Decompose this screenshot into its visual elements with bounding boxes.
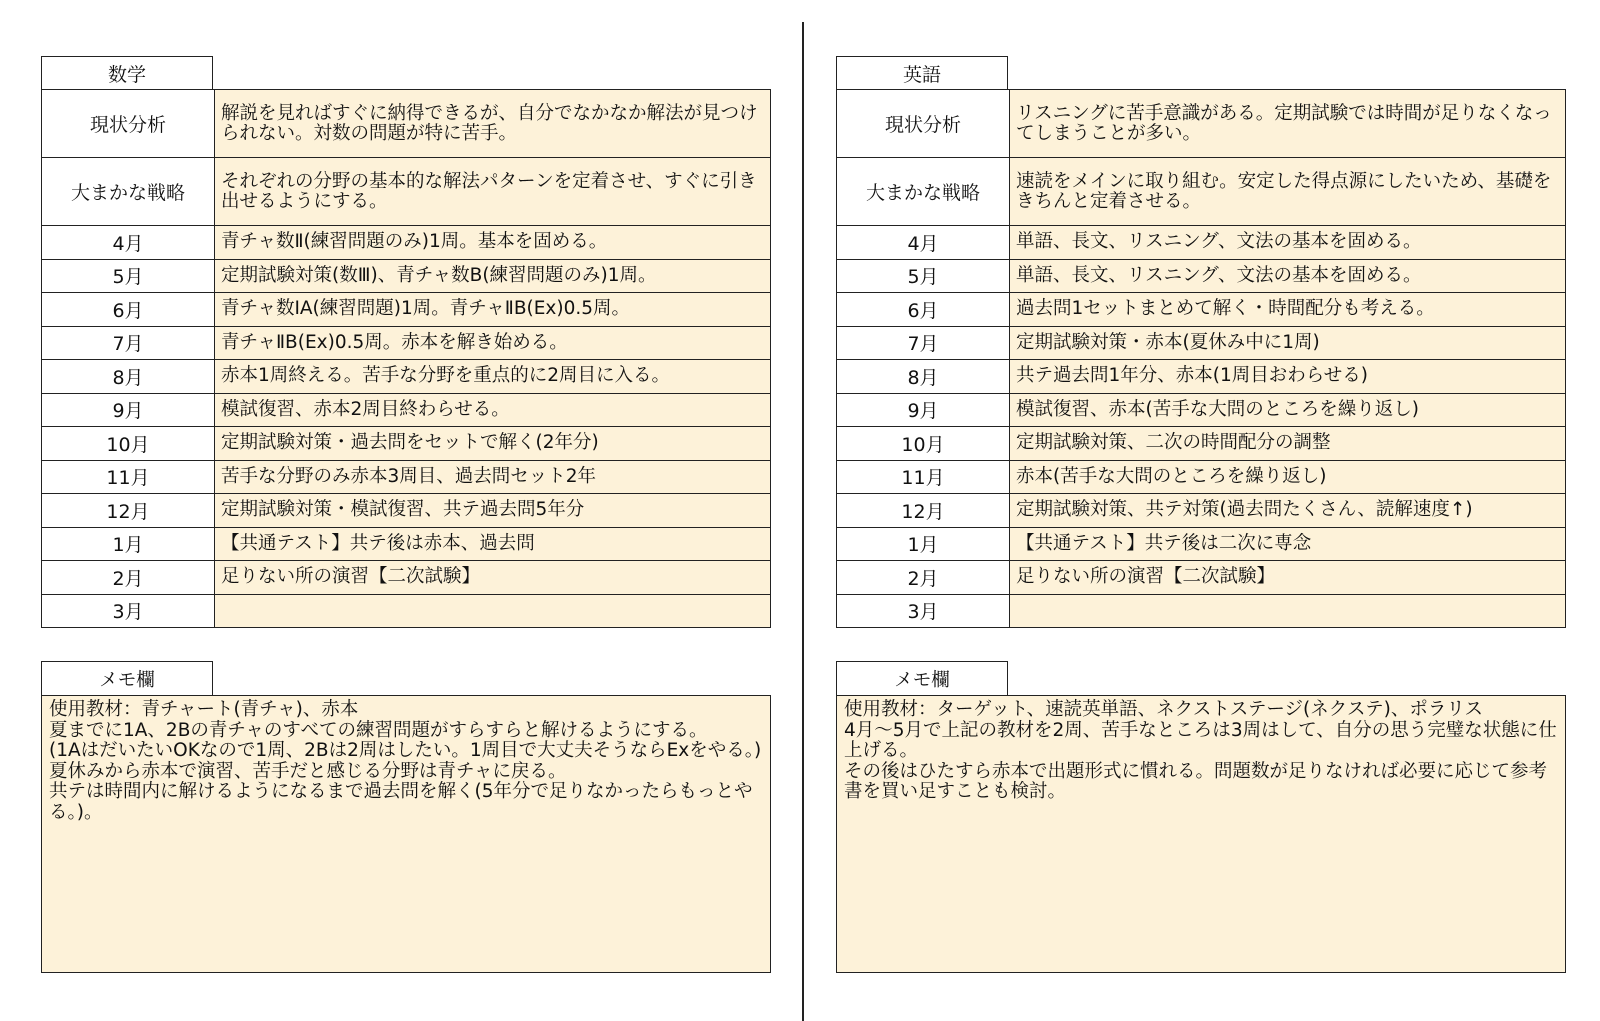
month-row [837, 360, 1566, 394]
status-row [42, 90, 771, 158]
memo-line: 夏までに1A、2Bの青チャのすべての練習問題がすらすらと解けるようにする。 [49, 719, 708, 741]
month-row [837, 527, 1566, 561]
strategy-label: 大まかな戦略 [42, 158, 215, 226]
month-plan: 単語、長文、リスニング、文法の基本を固める。 [1010, 226, 1566, 260]
month-label: 4月 [42, 226, 215, 260]
month-row [42, 527, 771, 561]
math-memo [41, 661, 771, 973]
month-row [42, 594, 771, 628]
month-plan: 足りない所の演習【二次試験】 [215, 561, 771, 595]
month-row [42, 226, 771, 260]
month-plan [215, 594, 771, 628]
status-text: リスニングに苦手意識がある。定期試験では時間が足りなくなってしまうことが多い。 [1010, 90, 1566, 158]
status-label: 現状分析 [42, 90, 215, 158]
month-row [42, 293, 771, 327]
month-label: 9月 [837, 393, 1010, 427]
memo-box [836, 695, 1566, 973]
memo-line: (1AはだいたいOKなので1周、2Bは2周はしたい。1周目で大丈夫そうならExをやる。) [49, 740, 762, 761]
memo-box [41, 695, 771, 973]
status-label: 現状分析 [837, 90, 1010, 158]
status-text: 解説を見ればすぐに納得できるが、自分でなかなか解法が見つけられない。対数の問題が特に苦手。 [215, 90, 771, 158]
strategy-label: 大まかな戦略 [837, 158, 1010, 226]
month-label: 4月 [837, 226, 1010, 260]
month-row [42, 393, 771, 427]
month-plan: 模試復習、赤本2周目終わらせる。 [215, 393, 771, 427]
month-plan: 【共通テスト】共テ後は二次に専念 [1010, 527, 1566, 561]
month-row [837, 226, 1566, 260]
math-subject-header: 数学 [41, 56, 213, 89]
strategy-row [837, 158, 1566, 226]
month-plan: 足りない所の演習【二次試験】 [1010, 561, 1566, 595]
memo-label: メモ欄 [41, 661, 213, 695]
month-row [42, 360, 771, 394]
month-plan: 過去問1セットまとめて解く・時間配分も考える。 [1010, 293, 1566, 327]
month-row [837, 259, 1566, 293]
memo-line: 使用教材：ターゲット、速読英単語、ネクストステージ(ネクステ)、ポラリス [844, 699, 1483, 720]
month-row [837, 494, 1566, 528]
math-panel [41, 56, 771, 973]
month-label: 6月 [42, 293, 215, 327]
month-plan: 定期試験対策、共テ対策(過去問たくさん、読解速度↑) [1010, 494, 1566, 528]
month-label: 9月 [42, 393, 215, 427]
month-row [42, 326, 771, 360]
month-plan: 【共通テスト】共テ後は赤本、過去問 [215, 527, 771, 561]
strategy-text: それぞれの分野の基本的な解法パターンを定着させ、すぐに引き出せるようにする。 [215, 158, 771, 226]
month-label: 10月 [837, 427, 1010, 461]
month-plan: 赤本1周終える。苦手な分野を重点的に2周目に入る。 [215, 360, 771, 394]
month-label: 5月 [837, 259, 1010, 293]
strategy-row [42, 158, 771, 226]
month-label: 1月 [837, 527, 1010, 561]
month-label: 6月 [837, 293, 1010, 327]
month-plan: 共テ過去問1年分、赤本(1周目おわらせる) [1010, 360, 1566, 394]
month-row [837, 561, 1566, 595]
month-label: 8月 [42, 360, 215, 394]
month-label: 11月 [837, 460, 1010, 494]
memo-line: 使用教材：青チャート(青チャ)、赤本 [49, 699, 359, 720]
month-plan: 定期試験対策・模試復習、共テ過去問5年分 [215, 494, 771, 528]
math-plan-table [41, 89, 771, 628]
month-label: 12月 [42, 494, 215, 528]
memo-line: 4月～5月で上記の教材を2周、苦手なところは3周はして、自分の思う完璧な状態に仕上げる。 [844, 719, 1557, 761]
memo-line: 共テは時間内に解けるようになるまで過去問を解く(5年分で足りなかったらもっとやる。)。 [49, 781, 753, 823]
month-row [837, 594, 1566, 628]
center-divider [802, 22, 804, 1021]
month-plan: 苦手な分野のみ赤本3周目、過去問セット2年 [215, 460, 771, 494]
english-subject-header: 英語 [836, 56, 1008, 89]
month-label: 12月 [837, 494, 1010, 528]
english-panel [836, 56, 1566, 973]
month-label: 2月 [837, 561, 1010, 595]
month-row [42, 460, 771, 494]
month-label: 3月 [837, 594, 1010, 628]
month-plan: 定期試験対策・赤本(夏休み中に1周) [1010, 326, 1566, 360]
status-row [837, 90, 1566, 158]
month-row [837, 427, 1566, 461]
month-plan: 定期試験対策(数Ⅲ)、青チャ数B(練習問題のみ)1周。 [215, 259, 771, 293]
month-row [837, 393, 1566, 427]
month-label: 8月 [837, 360, 1010, 394]
english-plan-table [836, 89, 1566, 628]
month-label: 1月 [42, 527, 215, 561]
month-label: 3月 [42, 594, 215, 628]
month-plan: 定期試験対策・過去問をセットで解く(2年分) [215, 427, 771, 461]
month-plan: 定期試験対策、二次の時間配分の調整 [1010, 427, 1566, 461]
month-row [837, 460, 1566, 494]
memo-line: その後はひたすら赤本で出題形式に慣れる。問題数が足りなければ必要に応じて参考書を買い足すことも検討。 [844, 760, 1548, 802]
month-label: 5月 [42, 259, 215, 293]
month-row [837, 293, 1566, 327]
month-label: 10月 [42, 427, 215, 461]
month-row [42, 494, 771, 528]
month-row [42, 561, 771, 595]
memo-label: メモ欄 [836, 661, 1008, 695]
month-plan: 赤本(苦手な大問のところを繰り返し) [1010, 460, 1566, 494]
month-label: 7月 [837, 326, 1010, 360]
english-memo [836, 661, 1566, 973]
month-row [42, 427, 771, 461]
memo-line: 夏休みから赤本で演習、苦手だと感じる分野は青チャに戻る。 [49, 760, 567, 782]
month-label: 2月 [42, 561, 215, 595]
month-plan: 模試復習、赤本(苦手な大問のところを繰り返し) [1010, 393, 1566, 427]
month-row [42, 259, 771, 293]
month-label: 11月 [42, 460, 215, 494]
month-row [837, 326, 1566, 360]
strategy-text: 速読をメインに取り組む。安定した得点源にしたいため、基礎をきちんと定着させる。 [1010, 158, 1566, 226]
month-plan: 青チャ数ⅠA(練習問題)1周。青チャⅡB(Ex)0.5周。 [215, 293, 771, 327]
month-plan [1010, 594, 1566, 628]
month-plan: 青チャⅡB(Ex)0.5周。赤本を解き始める。 [215, 326, 771, 360]
month-plan: 単語、長文、リスニング、文法の基本を固める。 [1010, 259, 1566, 293]
month-plan: 青チャ数Ⅱ(練習問題のみ)1周。基本を固める。 [215, 226, 771, 260]
month-label: 7月 [42, 326, 215, 360]
